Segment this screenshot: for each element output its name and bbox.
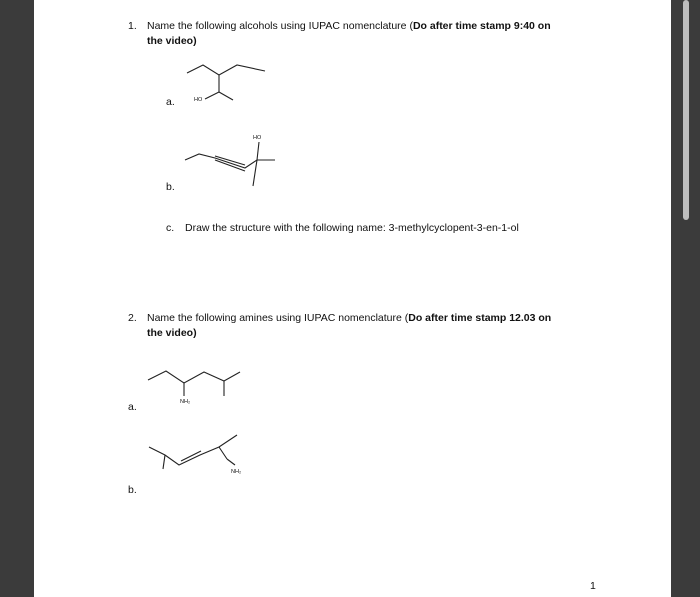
- q1-a-chain: [187, 65, 265, 75]
- q2-text-bold-2: the video: [147, 327, 194, 339]
- q1-text-bold: Do after time stamp 9:40 on: [412, 20, 551, 32]
- q2-number: 2.: [128, 312, 137, 324]
- q1-b-triple-2: [215, 160, 245, 171]
- q1-text-main: Name the following alcohols using IUPAC nomenclature (: [147, 20, 413, 32]
- q1-c-label: c.: [166, 222, 175, 234]
- q2-a-structure: [148, 365, 248, 410]
- q1-c-text: Draw the structure with the following name: 3-methylcyclopent-3-en-1-ol: [185, 222, 519, 234]
- q2-b-methyl: [163, 455, 165, 469]
- document-page: [34, 0, 671, 597]
- q1-b-chain: [185, 154, 257, 168]
- q1-a-structure: [185, 55, 275, 105]
- q1-a-label: a.: [166, 96, 175, 108]
- q2-text-main: Name the following amines using IUPAC nomenclature (: [147, 312, 409, 324]
- q1-text: [147, 19, 551, 49]
- q1-a-branch-2: [219, 92, 233, 100]
- q1-a-oh-bond: [205, 92, 219, 99]
- q2-b-branch: [219, 447, 227, 459]
- q1-b-oh-label: HO: [253, 135, 262, 141]
- q1-text-bold-2: the video: [147, 35, 194, 47]
- q2-text: [147, 311, 551, 341]
- q1-b-label: b.: [166, 181, 175, 193]
- q2-b-chain: [149, 435, 237, 465]
- q2-a-chain: [148, 371, 240, 383]
- q2-a-label: a.: [128, 401, 137, 413]
- q1-b-triple-1: [215, 156, 245, 165]
- q1-a-oh-label: HO: [194, 97, 203, 103]
- q2-b-structure: [145, 425, 255, 485]
- q2-text-close: ): [193, 327, 197, 339]
- q1-b-structure: [185, 130, 285, 190]
- q1-number: 1.: [128, 20, 137, 32]
- q1-b-methyl: [253, 160, 257, 186]
- q2-b-label: b.: [128, 484, 137, 496]
- scrollbar[interactable]: [683, 0, 689, 220]
- page-number: 1: [590, 580, 596, 592]
- q2-b-nh2-bond: [227, 459, 235, 465]
- q2-a-nh2-label: NH₂: [180, 399, 191, 405]
- q1-b-oh-bond: [257, 142, 259, 160]
- q2-text-bold: Do after time stamp 12.03 on: [408, 312, 552, 324]
- q1-text-close: ): [193, 35, 197, 47]
- q2-b-nh2-label: NH₂: [231, 469, 242, 475]
